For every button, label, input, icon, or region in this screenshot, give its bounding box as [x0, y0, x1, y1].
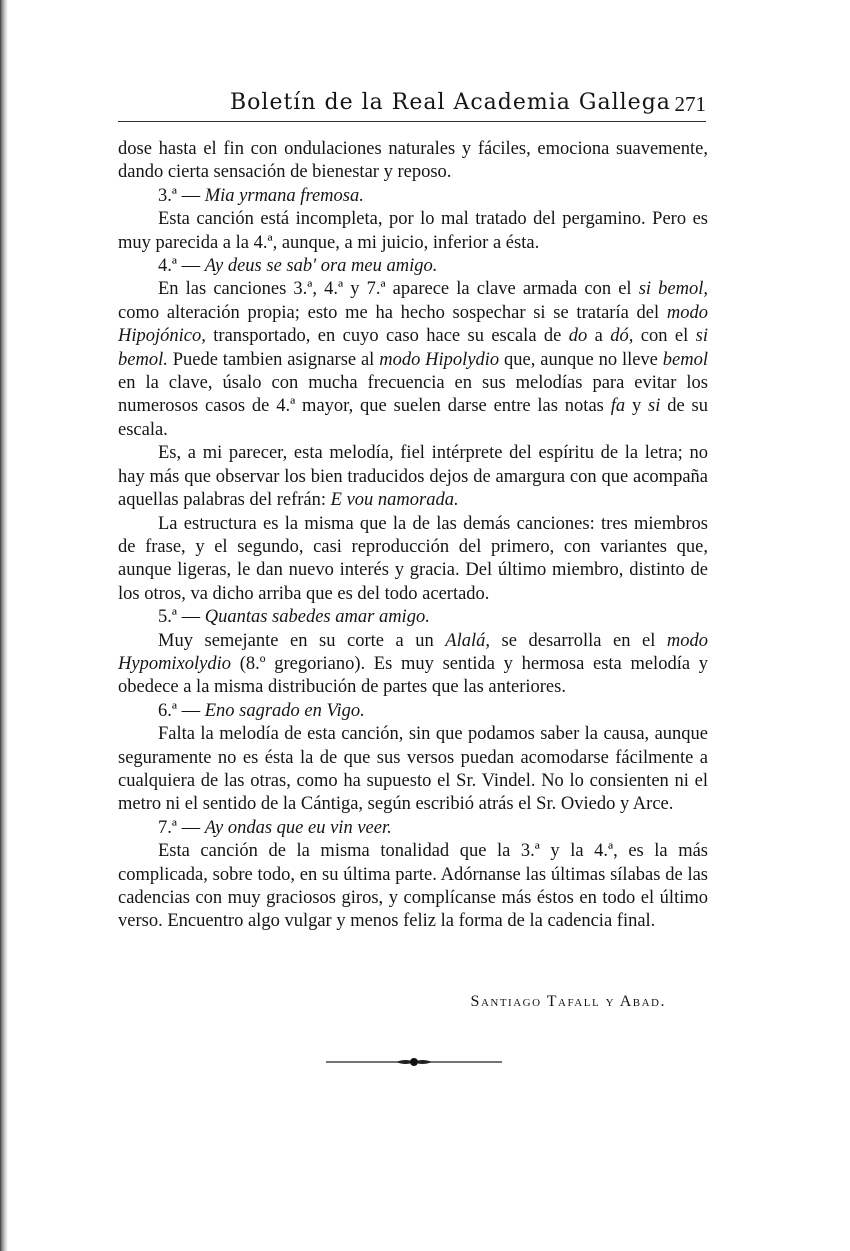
section-title: Ay deus se sab' ora meu amigo.	[204, 256, 438, 277]
text-run: que, aunque no lleve	[499, 349, 663, 370]
italic-run: dó,	[610, 326, 634, 347]
italic-run: do	[568, 326, 588, 347]
section-number: 6.ª —	[158, 700, 205, 721]
italic-run: bemol	[662, 349, 708, 370]
text-run: con el	[633, 326, 696, 347]
italic-run: fa	[610, 396, 626, 417]
paragraph: Esta canción está incompleta, por lo mal tratado del pergamino. Pero es muy parecida a la 4.ª, aunque, a mi juicio, inferior a ésta.	[118, 209, 708, 253]
paragraph: Esta canción de la misma tonalidad que la 3.ª y la 4.ª, es la más complicada, sobre todo, en su última parte. Adórnanse las últimas sílabas de las cadencias con muy graciosos giros, y complícanse más éstos en todo el último verso. Encuentro algo vulgar y menos feliz la forma de la cadencia final.	[118, 841, 708, 932]
section-title: Quantas sabedes amar amigo.	[204, 607, 430, 628]
text-run: se desarrolla en el	[490, 630, 667, 651]
text-run: como alteración propia; esto me ha hecho sospechar si se trataría del	[118, 302, 667, 323]
section-heading	[118, 606, 708, 629]
page-header	[118, 88, 706, 124]
page-number: 271	[674, 92, 706, 116]
author-signature: Santiago Tafall y Abad.	[470, 993, 666, 1010]
italic-run: si	[648, 396, 661, 417]
section-heading	[118, 817, 708, 840]
text-run: transportado, en cuyo caso hace su escala de	[205, 326, 569, 347]
paragraph	[118, 630, 708, 700]
paragraph: La estructura es la misma que la de las demás canciones: tres miembros de frase, y el segundo, casi reproducción del primero, con variantes que, aunque ligeras, le dan nuevo interés y gracia. Del último miembro, distinto de los otros, va dicho arriba que es del todo acertado.	[118, 513, 708, 604]
text-run: (8.º gregoriano). Es muy sentida y hermosa esta melodía y obedece a la misma distribución de partes que las anteriores.	[118, 653, 708, 698]
text-run: En las canciones 3.ª, 4.ª y 7.ª aparece la clave armada con el	[158, 279, 639, 300]
section-number: 5.ª —	[158, 607, 205, 628]
italic-run: Alalá,	[445, 630, 491, 651]
paragraph	[118, 278, 708, 442]
tailpiece-ornament-icon	[326, 1055, 502, 1069]
text-run: Puede tambien asignarse al	[167, 349, 380, 370]
text-run: en la clave, úsalo con mucha frecuencia en sus melodías para evitar los numerosos casos de 4.ª mayor, que suelen darse entre las notas	[118, 373, 708, 417]
italic-run: modo Hypomixolydio	[118, 630, 708, 674]
text-run: y	[625, 396, 649, 417]
body-text	[118, 138, 708, 934]
section-number: 3.ª —	[158, 185, 205, 206]
italic-run: E vou namorada.	[330, 490, 459, 511]
text-run: de su escala.	[118, 396, 708, 440]
section-heading	[118, 700, 708, 723]
italic-run: si bemol.	[118, 326, 708, 370]
paragraph: dose hasta el fin con ondulaciones naturales y fáciles, emociona suavemente, dando cierta sensación de bienestar y reposo.	[118, 139, 708, 183]
page-edge-shadow	[0, 0, 8, 1251]
section-title: Eno sagrado en Vigo.	[204, 700, 365, 721]
text-run: Muy semejante en su corte a un	[158, 630, 446, 651]
header-rule	[118, 121, 706, 122]
italic-run: modo Hipolydio	[379, 349, 500, 370]
section-number: 7.ª —	[158, 817, 205, 838]
italic-run: si bemol,	[638, 279, 708, 300]
section-title: Ay ondas que eu vin veer.	[204, 817, 392, 838]
paragraph: Falta la melodía de esta canción, sin que podamos saber la causa, aunque seguramente no es ésta la de que sus versos puedan acomodarse fácilmente a cualquiera de las otras, como ha supuesto el Sr. Vindel. No lo consienten ni el metro ni el sentido de la Cántiga, según escribió atrás el Sr. Oviedo y Arce.	[118, 724, 708, 815]
section-title: Mia yrmana fremosa.	[204, 185, 364, 206]
paragraph	[118, 442, 708, 512]
section-heading	[118, 255, 708, 278]
italic-run: modo Hipojónico,	[118, 302, 708, 347]
text-run: Es, a mi parecer, esta melodía, fiel intérprete del espíritu de la letra; no hay más que observar los bien traducidos dejos de amargura con que acompaña aquellas palabras del refrán:	[118, 443, 708, 511]
running-title: Boletín de la Real Academia Gallega	[230, 90, 671, 115]
text-run: a	[587, 326, 611, 347]
section-heading	[118, 185, 708, 208]
section-number: 4.ª —	[158, 256, 205, 277]
